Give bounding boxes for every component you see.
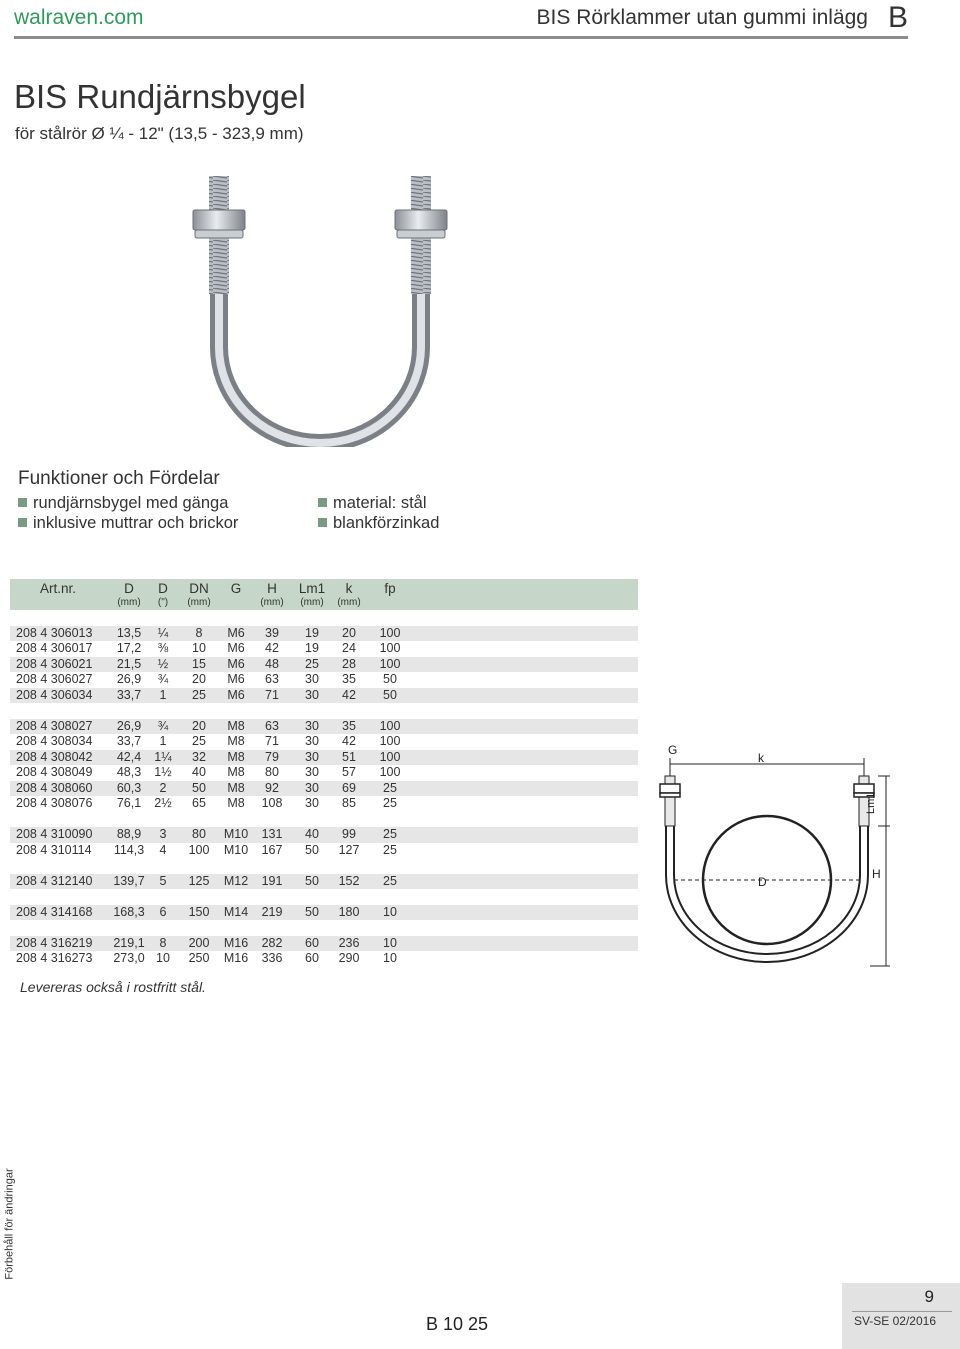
table-cell: 42 — [265, 641, 279, 655]
table-cell: 114,3 — [113, 842, 145, 857]
table-cell: 1¼ — [154, 749, 172, 764]
feature-item: inklusive muttrar och brickor — [18, 513, 238, 533]
table-cell: 25 — [192, 687, 206, 702]
table-cell: 28 — [342, 656, 356, 671]
table-cell: 219 — [261, 904, 283, 919]
table-cell: 71 — [265, 734, 279, 748]
table-row — [10, 750, 638, 766]
table-cell: 88,9 — [116, 827, 142, 841]
table-cell: 40 — [192, 765, 206, 779]
table-row — [10, 843, 638, 859]
table-cell: 79 — [265, 749, 279, 764]
column-header-name: k — [345, 581, 353, 596]
table-cell: 42 — [342, 734, 356, 748]
table-cell: 60 — [305, 951, 319, 965]
header-divider — [14, 36, 908, 39]
table-cell: 25 — [383, 827, 397, 841]
site-url[interactable]: walraven.com — [14, 6, 144, 29]
column-header — [179, 579, 219, 609]
column-header — [148, 579, 178, 609]
table-body — [10, 610, 638, 967]
bullet-square-icon — [18, 498, 27, 507]
table-cell: 26,9 — [116, 718, 142, 733]
table-cell: 2 — [159, 780, 167, 795]
table-cell: 33,7 — [116, 734, 142, 748]
table-cell: 19 — [305, 625, 319, 640]
feature-item: material: stål — [318, 493, 439, 513]
table-cell: 50 — [383, 672, 397, 686]
table-cell: 50 — [383, 687, 397, 702]
column-header-name: D — [124, 581, 134, 596]
table-cell: 42,4 — [116, 749, 142, 764]
article-number-cell: 208 4 316219 — [16, 935, 93, 950]
table-cell: M10 — [223, 842, 249, 857]
table-cell: 10 — [156, 951, 170, 965]
specification-table — [10, 579, 638, 967]
table-cell: M10 — [223, 827, 249, 841]
table-cell: 30 — [305, 734, 319, 748]
column-header-unit: (mm) — [187, 597, 211, 608]
table-cell: 80 — [192, 827, 206, 841]
column-header-name: D — [158, 581, 168, 596]
table-cell: 100 — [379, 656, 401, 671]
page-code: B 10 25 — [426, 1314, 489, 1334]
table-cell: 51 — [342, 749, 356, 764]
table-row — [10, 951, 638, 967]
table-cell: 100 — [379, 734, 401, 748]
bullet-square-icon — [318, 498, 327, 507]
table-cell: ⅜ — [157, 641, 169, 655]
table-cell: 48,3 — [116, 765, 142, 779]
table-cell: 336 — [261, 951, 283, 965]
table-cell: 24 — [342, 641, 356, 655]
table-cell: 152 — [338, 873, 360, 888]
table-cell: 50 — [305, 904, 319, 919]
table-row — [10, 827, 638, 843]
table-cell: 100 — [379, 641, 401, 655]
table-cell: 100 — [379, 625, 401, 640]
table-cell: 20 — [342, 625, 356, 640]
article-number-cell: 208 4 306027 — [16, 672, 93, 686]
table-row — [10, 905, 638, 921]
table-cell: M6 — [227, 687, 245, 702]
features-heading: Funktioner och Fördelar — [18, 468, 220, 489]
article-number-cell: 208 4 306034 — [16, 687, 93, 702]
table-cell: 76,1 — [116, 796, 142, 810]
article-number-cell: 208 4 308042 — [16, 749, 93, 764]
table-spacer — [10, 610, 638, 626]
column-header-name: Lm1 — [298, 581, 326, 596]
table-cell: ¼ — [157, 625, 169, 640]
table-cell: M6 — [227, 625, 245, 640]
table-cell: 200 — [188, 935, 210, 950]
table-cell: 19 — [305, 641, 319, 655]
table-spacer — [10, 812, 638, 828]
table-spacer — [10, 703, 638, 719]
table-row — [10, 781, 638, 797]
label-h: H — [872, 867, 881, 881]
table-cell: M12 — [223, 873, 249, 888]
table-cell: ½ — [157, 656, 169, 671]
page-subtitle: för stålrör Ø ¼ - 12" (13,5 - 323,9 mm) — [15, 124, 304, 143]
table-cell: 100 — [379, 718, 401, 733]
table-cell: M6 — [227, 656, 245, 671]
table-cell: M8 — [227, 765, 245, 779]
table-row — [10, 657, 638, 673]
table-cell: 50 — [305, 873, 319, 888]
article-number-cell: 208 4 312140 — [16, 873, 93, 888]
label-d: D — [758, 875, 767, 889]
table-cell: 2½ — [154, 796, 172, 810]
table-cell: 25 — [383, 842, 397, 857]
table-cell: M8 — [227, 749, 245, 764]
table-cell: 108 — [261, 796, 283, 810]
dimension-drawing — [658, 740, 898, 972]
table-cell: 57 — [342, 765, 356, 779]
table-cell: 69 — [342, 780, 356, 795]
column-header — [370, 579, 410, 597]
column-header-unit: (mm) — [260, 597, 284, 608]
table-cell: 290 — [338, 951, 360, 965]
table-cell: 30 — [305, 765, 319, 779]
label-lm1: Lm1 — [865, 792, 877, 814]
table-cell: 13,5 — [116, 625, 142, 640]
table-cell: 100 — [379, 749, 401, 764]
table-cell: 139,7 — [113, 873, 145, 888]
table-row — [10, 688, 638, 704]
table-header — [10, 579, 638, 610]
edition-label: SV-SE 02/2016 — [853, 1314, 936, 1328]
table-cell: 4 — [159, 842, 167, 857]
table-cell: 25 — [383, 780, 397, 795]
table-cell: 25 — [305, 656, 319, 671]
stainless-note: Levereras också i rostfritt stål. — [20, 979, 206, 995]
column-header-name: Art.nr. — [39, 581, 76, 596]
table-cell: M14 — [223, 904, 249, 919]
table-cell: 1 — [159, 734, 167, 748]
table-cell: M16 — [223, 951, 249, 965]
table-cell: 100 — [379, 765, 401, 779]
label-g: G — [668, 743, 678, 757]
table-cell: 20 — [192, 718, 206, 733]
column-header-name: H — [267, 581, 277, 596]
table-row — [10, 874, 638, 890]
article-number-cell: 208 4 316273 — [16, 951, 93, 965]
table-cell: 42 — [342, 687, 356, 702]
table-spacer — [10, 858, 638, 874]
table-cell: 180 — [338, 904, 360, 919]
feature-item: rundjärnsbygel med gänga — [18, 493, 238, 513]
table-cell: 131 — [261, 827, 283, 841]
table-cell: 6 — [159, 904, 167, 919]
table-cell: 26,9 — [116, 672, 142, 686]
table-cell: 10 — [383, 904, 397, 919]
table-cell: ¾ — [157, 718, 169, 733]
disclaimer-vertical: Förbehåll för ändringar — [3, 1168, 16, 1280]
table-cell: 25 — [383, 796, 397, 810]
table-cell: 1 — [159, 687, 167, 702]
article-number-cell: 208 4 308034 — [16, 734, 93, 748]
table-cell: 127 — [338, 842, 360, 857]
table-cell: 30 — [305, 780, 319, 795]
table-cell: 80 — [265, 765, 279, 779]
column-header-name: DN — [189, 581, 209, 596]
table-cell: 219,1 — [113, 935, 145, 950]
table-cell: 10 — [383, 935, 397, 950]
page-box-divider — [852, 1311, 952, 1312]
feature-item: blankförzinkad — [318, 513, 439, 533]
table-row — [10, 641, 638, 657]
table-cell: 30 — [305, 687, 319, 702]
table-cell: 191 — [261, 873, 283, 888]
table-cell: ¾ — [157, 672, 169, 686]
article-number-cell: 208 4 314168 — [16, 904, 93, 919]
table-cell: 15 — [192, 656, 206, 671]
features-list-left — [18, 493, 238, 533]
table-row — [10, 734, 638, 750]
label-k: k — [758, 751, 764, 765]
table-cell: 35 — [342, 672, 356, 686]
bullet-square-icon — [318, 518, 327, 527]
table-cell: 63 — [265, 718, 279, 733]
table-spacer — [10, 920, 638, 936]
table-cell: 273,0 — [113, 951, 145, 965]
table-row — [10, 672, 638, 688]
table-cell: 8 — [159, 935, 167, 950]
table-cell: 32 — [192, 749, 206, 764]
table-cell: M8 — [227, 734, 245, 748]
column-header — [106, 579, 152, 609]
table-row — [10, 936, 638, 952]
article-number-cell: 208 4 310114 — [16, 842, 92, 857]
column-header — [252, 579, 292, 609]
table-cell: 50 — [305, 842, 319, 857]
table-cell: 282 — [261, 935, 283, 950]
table-cell: 30 — [305, 796, 319, 810]
column-header-unit: (") — [157, 597, 169, 608]
table-row — [10, 765, 638, 781]
table-cell: 10 — [192, 641, 206, 655]
table-cell: 236 — [338, 935, 360, 950]
table-cell: 125 — [188, 873, 210, 888]
table-cell: 3 — [159, 827, 167, 841]
article-number-cell: 208 4 308027 — [16, 718, 93, 733]
table-spacer — [10, 889, 638, 905]
table-cell: 40 — [305, 827, 319, 841]
table-cell: 35 — [342, 718, 356, 733]
column-header — [216, 579, 256, 597]
table-cell: 50 — [192, 780, 206, 795]
table-cell: 30 — [305, 672, 319, 686]
features-list-right — [318, 493, 439, 533]
u-bolt-product-image — [185, 172, 455, 447]
table-cell: 167 — [261, 842, 283, 857]
table-cell: 17,2 — [116, 641, 142, 655]
table-row — [10, 796, 638, 812]
table-cell: M6 — [227, 672, 245, 686]
table-row — [10, 719, 638, 735]
column-header-unit: (mm) — [337, 597, 361, 608]
column-header-name: fp — [384, 581, 396, 596]
table-cell: 10 — [383, 951, 397, 965]
table-cell: 85 — [342, 796, 356, 810]
table-cell: 60,3 — [116, 780, 142, 795]
table-cell: 65 — [192, 796, 206, 810]
column-header-name: G — [230, 581, 242, 596]
bullet-square-icon — [18, 518, 27, 527]
table-cell: M8 — [227, 780, 245, 795]
table-cell: 1½ — [154, 765, 172, 779]
table-cell: 21,5 — [116, 656, 142, 671]
table-cell: M8 — [227, 796, 245, 810]
table-cell: 60 — [305, 935, 319, 950]
article-number-cell: 208 4 308049 — [16, 765, 93, 779]
table-cell: M16 — [223, 935, 249, 950]
table-cell: 100 — [188, 842, 210, 857]
column-header — [13, 579, 103, 597]
article-number-cell: 208 4 310090 — [16, 827, 93, 841]
table-cell: 99 — [342, 827, 356, 841]
column-header — [292, 579, 332, 609]
article-number-cell: 208 4 308060 — [16, 780, 93, 795]
table-cell: M8 — [227, 718, 245, 733]
article-number-cell: 208 4 306013 — [16, 625, 93, 640]
table-cell: 71 — [265, 687, 279, 702]
category-title: BIS Rörklammer utan gummi inlägg — [536, 6, 868, 29]
table-cell: 20 — [192, 672, 206, 686]
table-cell: 30 — [305, 718, 319, 733]
article-number-cell: 208 4 308076 — [16, 796, 93, 810]
table-cell: M6 — [227, 641, 245, 655]
table-cell: 150 — [188, 904, 210, 919]
table-cell: 168,3 — [113, 904, 145, 919]
article-number-cell: 208 4 306021 — [16, 656, 93, 671]
table-cell: 8 — [195, 625, 203, 640]
table-cell: 39 — [265, 625, 279, 640]
article-number-cell: 208 4 306017 — [16, 641, 93, 655]
column-header-unit: (mm) — [117, 597, 141, 608]
table-cell: 48 — [265, 656, 279, 671]
table-cell: 25 — [192, 734, 206, 748]
table-cell: 92 — [265, 780, 279, 795]
table-cell: 25 — [383, 873, 397, 888]
column-header-unit: (mm) — [300, 597, 324, 608]
page-number: 9 — [924, 1287, 934, 1306]
table-cell: 250 — [188, 951, 210, 965]
table-cell: 33,7 — [116, 687, 142, 702]
table-row — [10, 626, 638, 642]
section-letter: B — [887, 1, 908, 34]
column-header — [329, 579, 369, 609]
table-cell: 5 — [159, 873, 167, 888]
table-cell: 30 — [305, 749, 319, 764]
table-cell: 63 — [265, 672, 279, 686]
page-title: BIS Rundjärnsbygel — [14, 78, 306, 115]
